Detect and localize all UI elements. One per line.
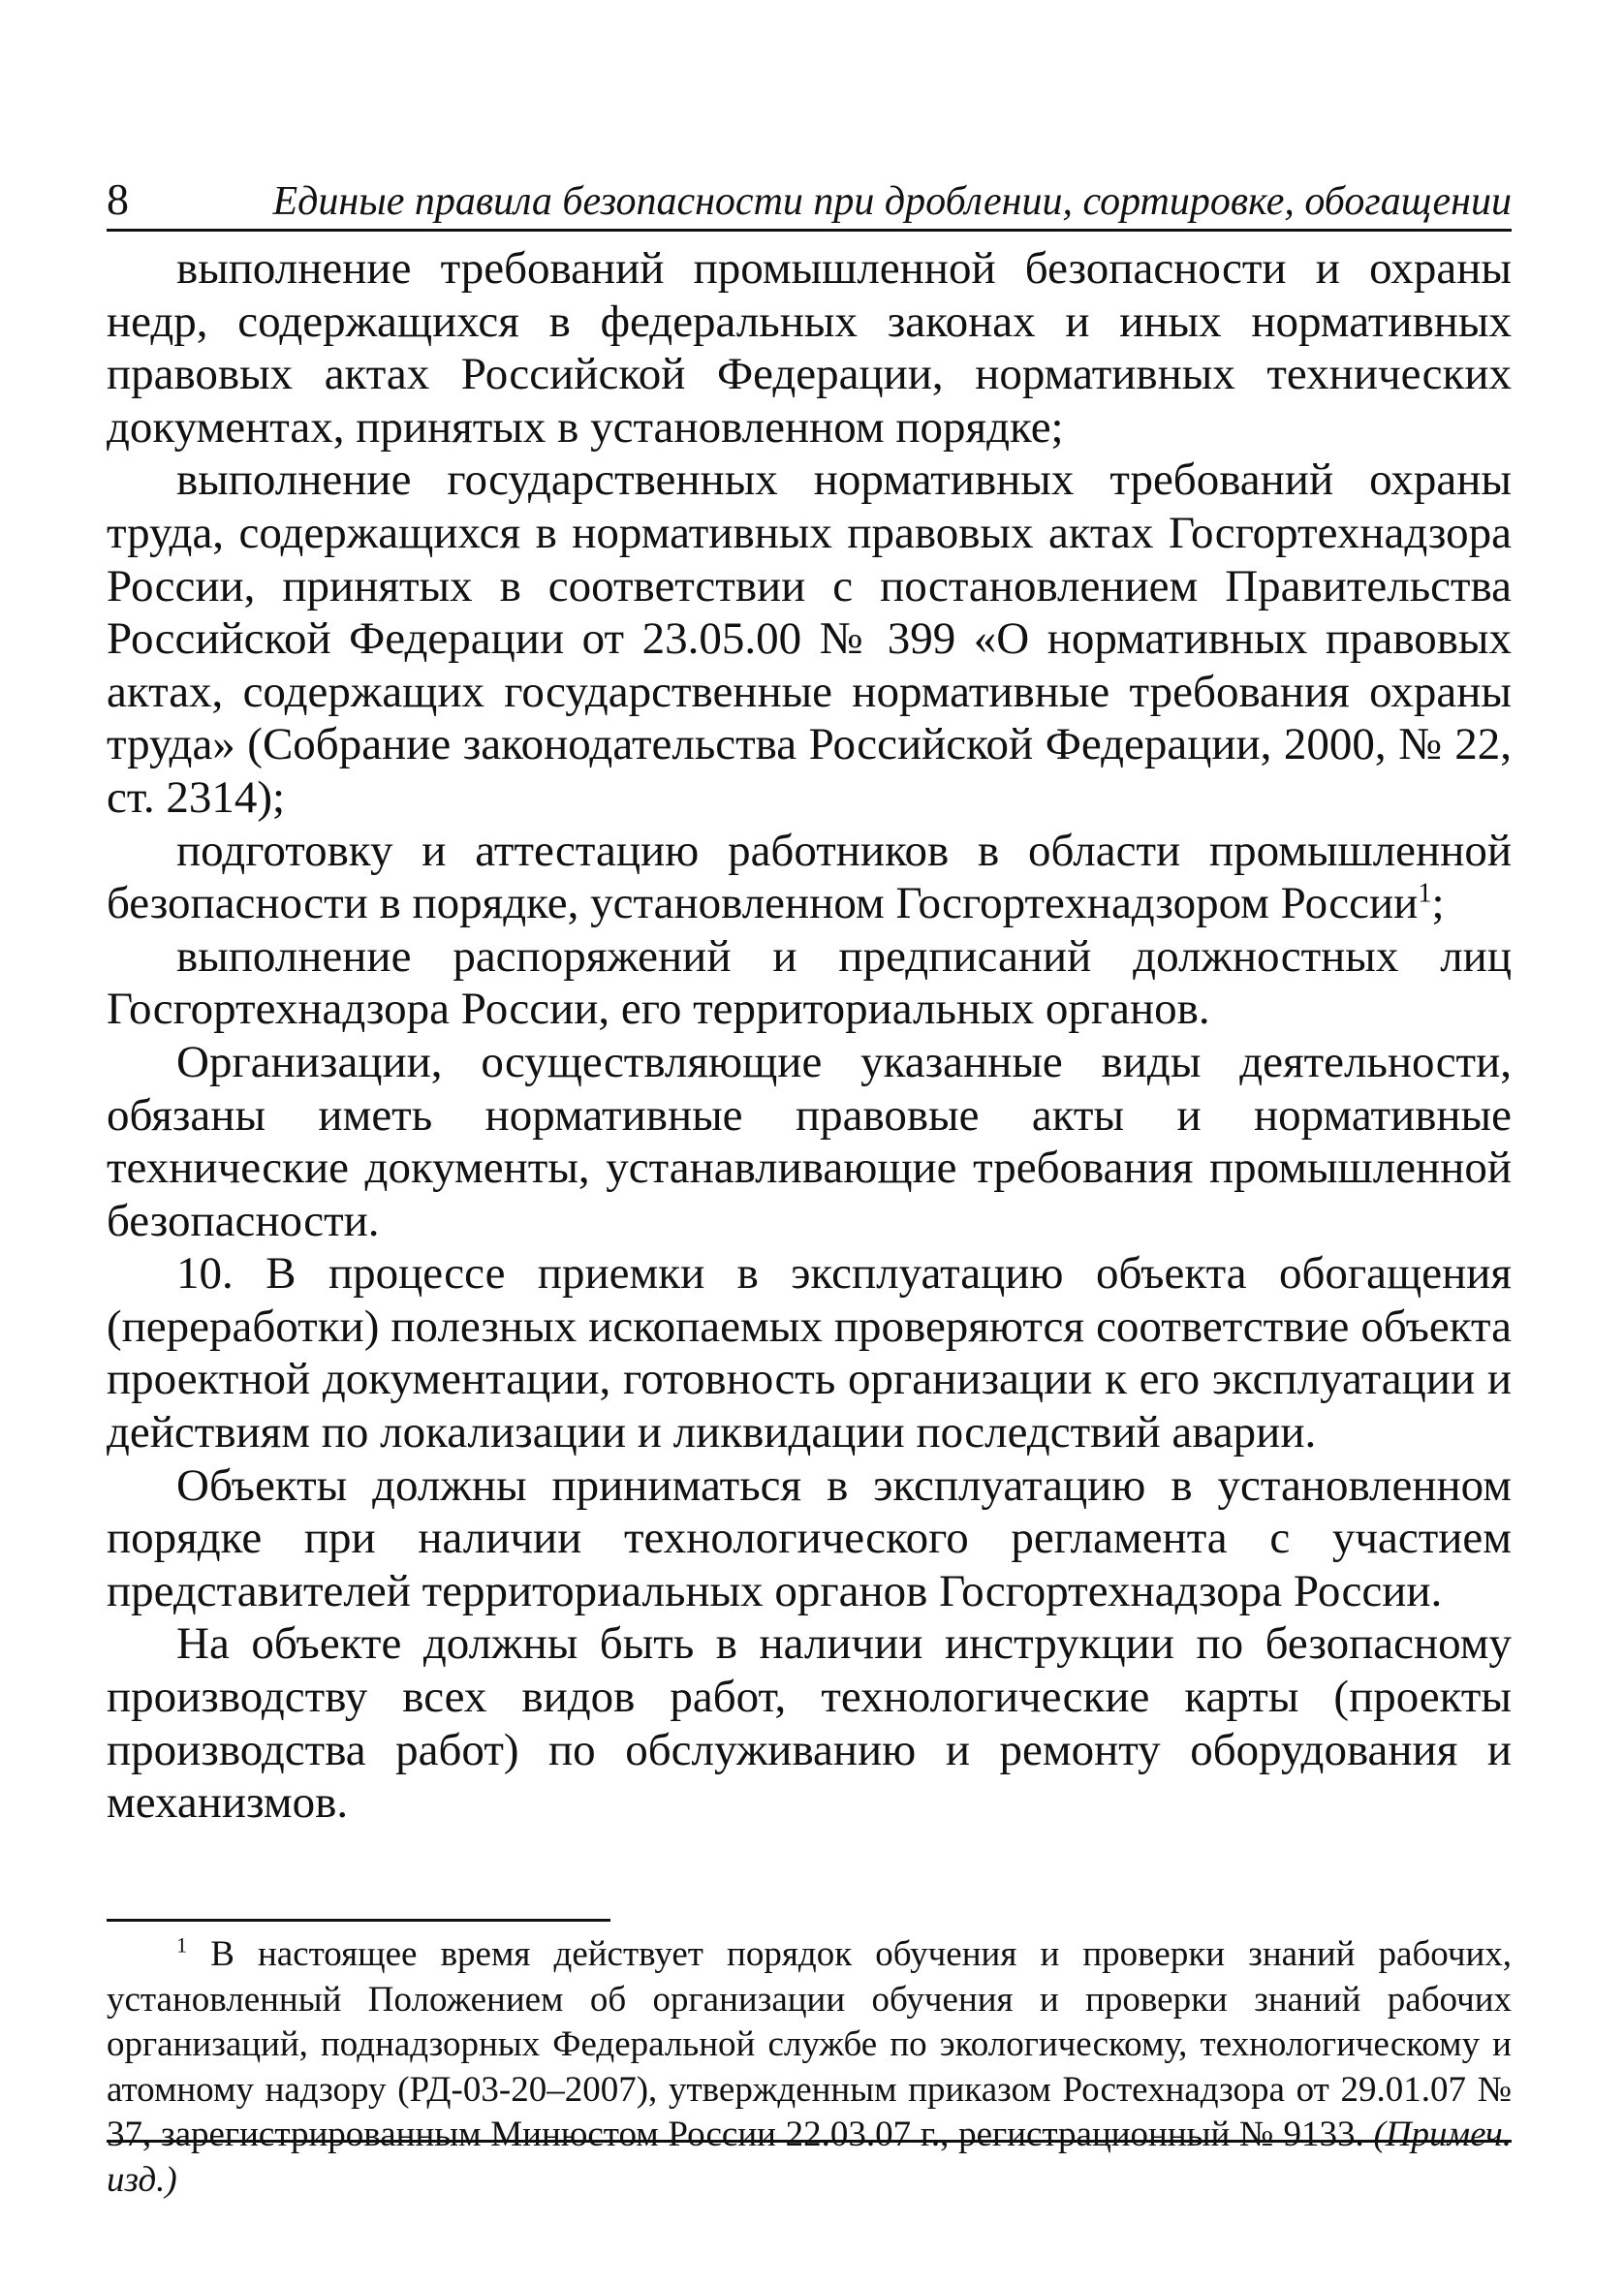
paragraph: Организации, осуществляющие указанные виды деятельности, обязаны иметь нормативные правовые акты и нормативные технические документы, устанавливающие требования промышленной безопасности. [107,1036,1512,1246]
paragraph: выполнение распоряжений и предписаний должностных лиц Госгортехнадзора России, его территориальных органов. [107,930,1512,1035]
page-number: 8 [107,174,129,224]
body-text [107,242,1512,1830]
paragraph: Объекты должны приниматься в эксплуатацию в установленном порядке при наличии технологического регламента с участием представителей территориальных органов Госгортехнадзора России. [107,1459,1512,1616]
footnote-text: В настоящее время действует порядок обучения и проверки знаний рабочих, установленный Положением об организации обучения и проверки знаний рабочих организаций, поднадзорных Федеральной службе по экологическому, технологическому и атомному надзору (РД-03-20–2007), утвержденным приказом Ростехнадзора от 29.01.07 № 37, зарегистрированным Минюстом России 22.03.07 г., регистрационный № 9133. [107,1934,1512,2154]
paragraph-tail: ; [1431,878,1445,929]
footnote-marker: 1 [176,1932,188,1958]
paragraph: выполнение государственных нормативных требований охраны труда, содержащихся в нормативных правовых актах Госгортехнадзора России, принятых в соответствии с постановлением Правительства Российской Федерации от 23.05.00 № 399 «О нормативных правовых актах, содержащих государственные нормативные требования охраны труда» (Собрание законодательства Российской Федерации, 2000, № 22, ст. 2314); [107,454,1512,823]
paragraph: 10. В процессе приемки в эксплуатацию объекта обогащения (переработки) полезных ископаемых проверяются соответствие объекта проектной документации, готовность организации к его эксплуатации и действиям по локализации и ликвидации последствий аварии. [107,1248,1512,1458]
paragraph [107,825,1512,930]
paragraph: выполнение требований промышленной безопасности и охраны недр, содержащихся в федеральных законах и иных нормативных правовых актах Российской Федерации, нормативных технических документах, принятых в установленном порядке; [107,243,1512,453]
running-title: Единые правила безопасности при дроблении, сортировке, обогащении [272,179,1512,224]
footnote-divider [107,1919,610,1922]
editor-note: (Примеч. изд.) [107,2115,1512,2200]
bottom-divider [107,2140,1512,2143]
page-header [107,174,1512,232]
footnote-reference[interactable]: 1 [1418,878,1432,909]
paragraph: На объекте должны быть в наличии инструкции по безопасному производству всех видов работ, технологические карты (проекты производства работ) по обслуживанию и ремонту оборудования и механизмов. [107,1618,1512,1829]
footnote [107,1932,1512,2203]
paragraph-text: подготовку и аттестацию работников в области промышленной безопасности в порядке, установленном Госгортехнадзором России [107,825,1512,929]
